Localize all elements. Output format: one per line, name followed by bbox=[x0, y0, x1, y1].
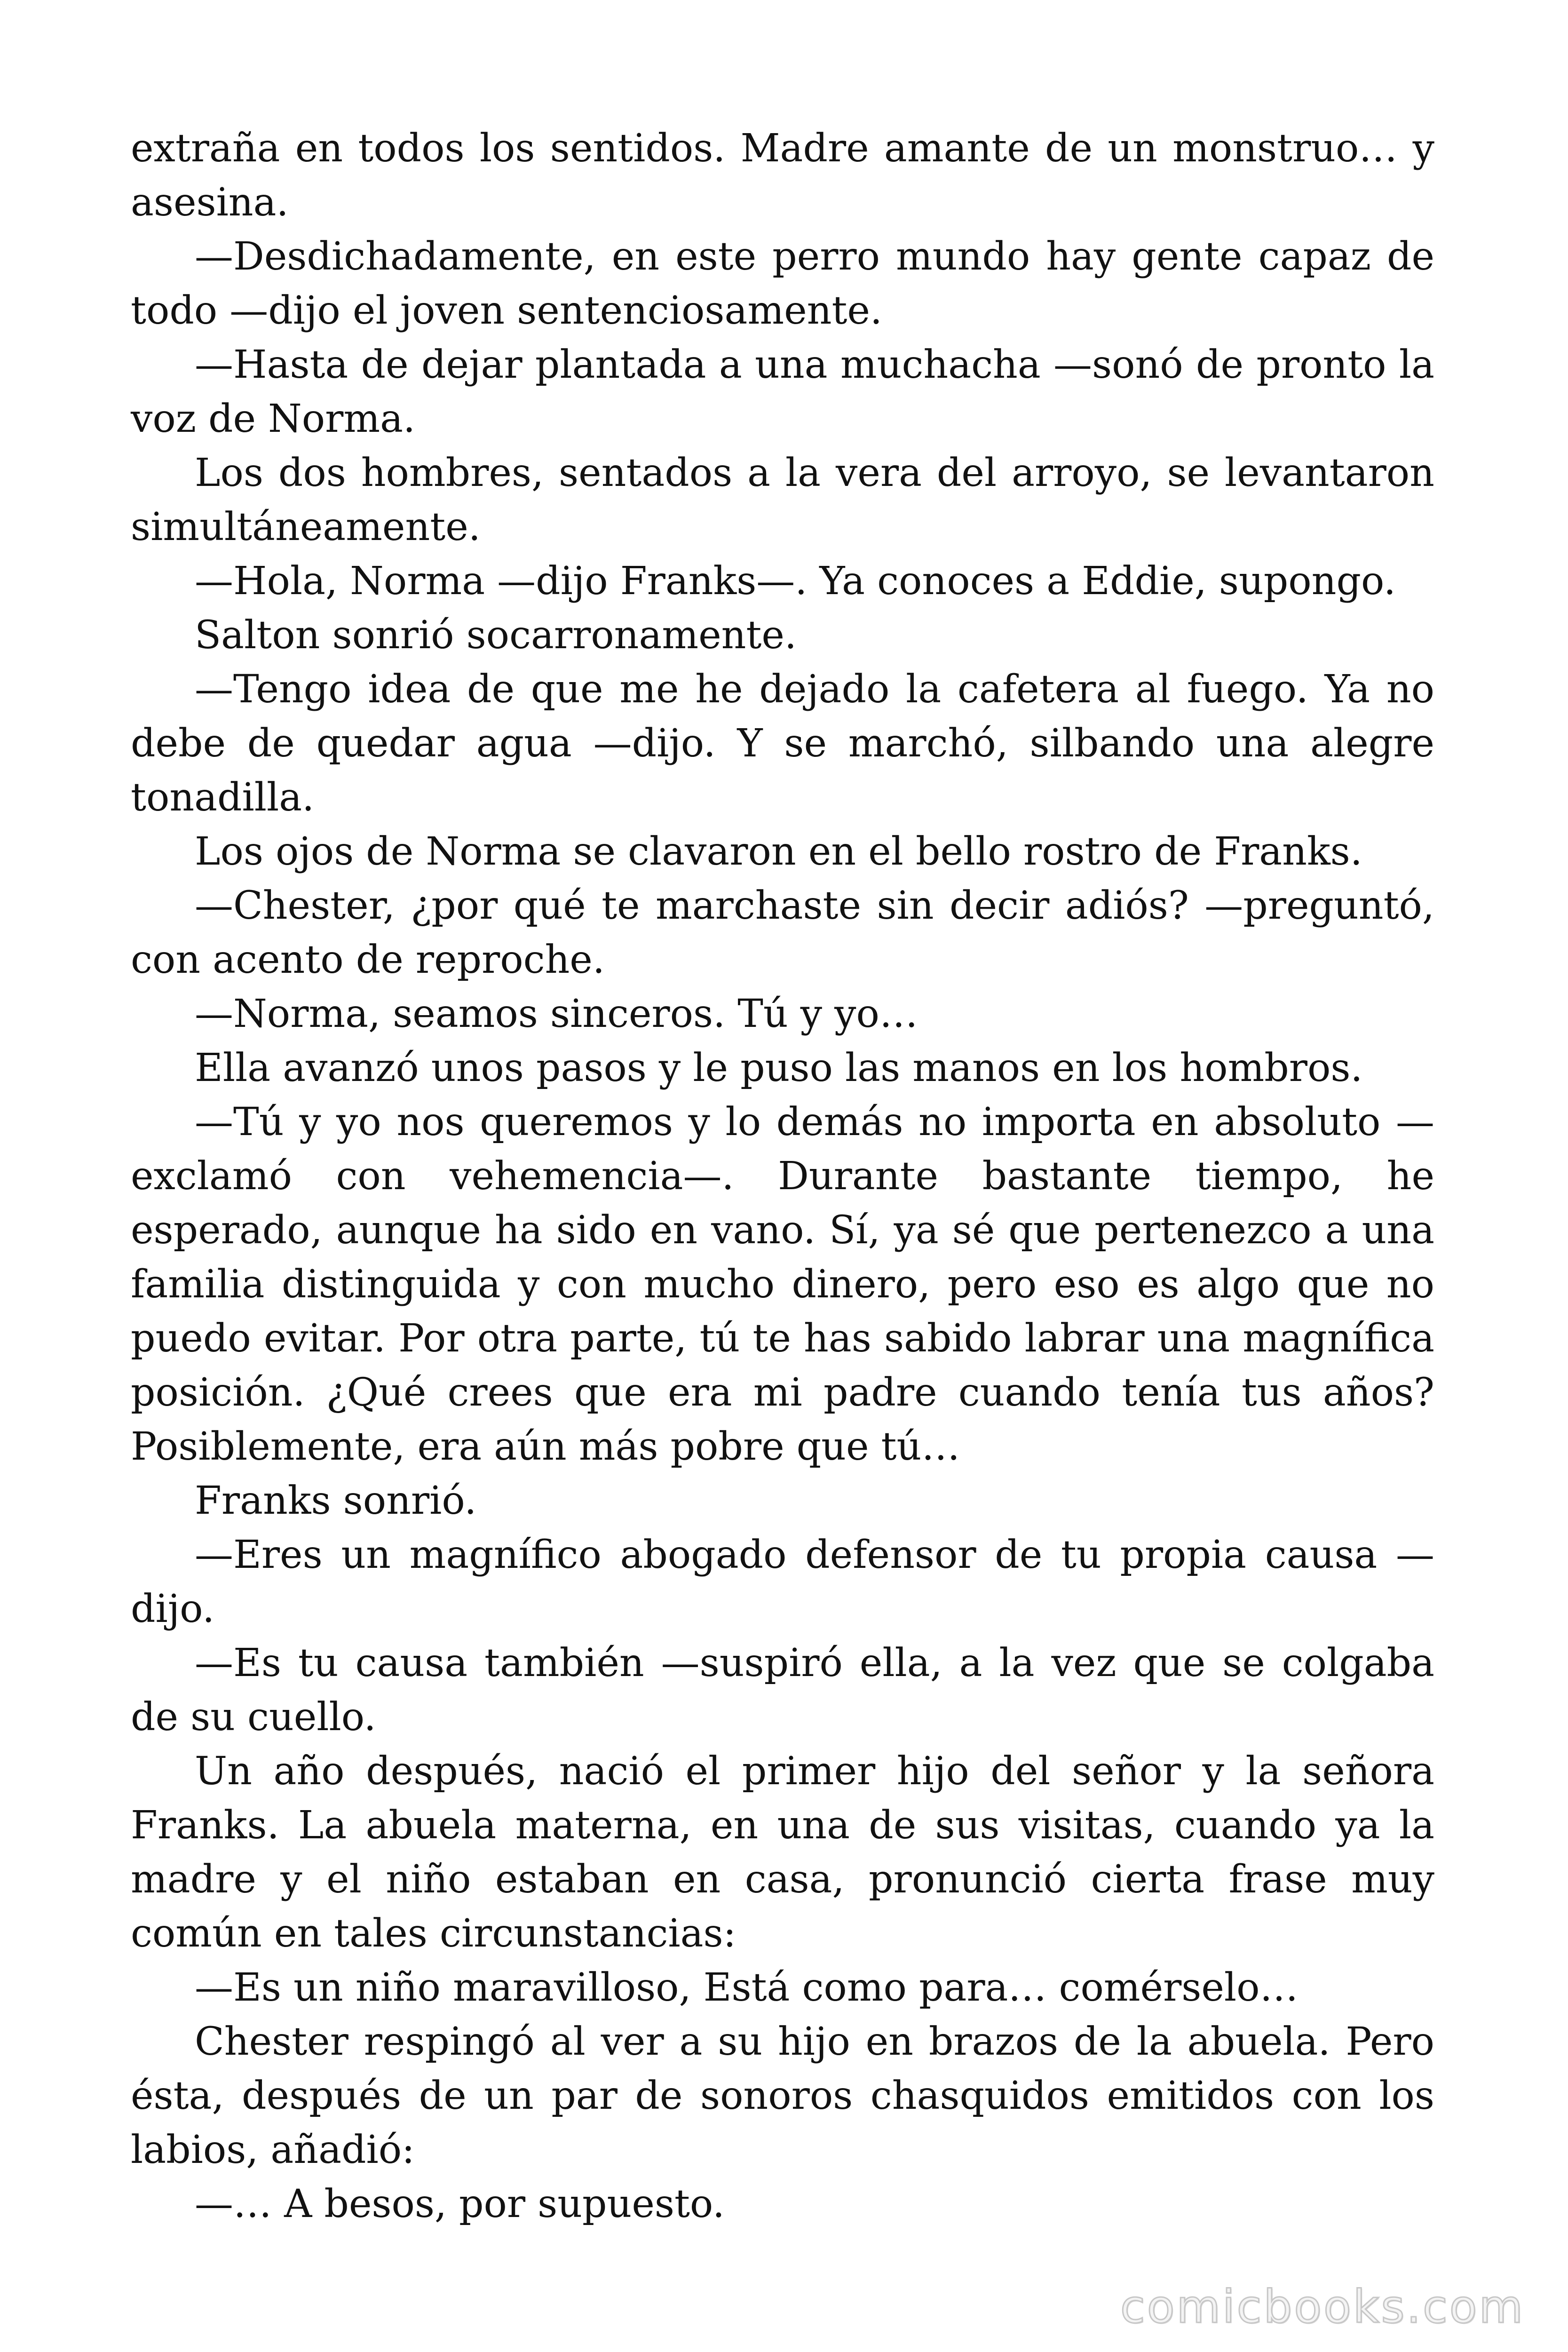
paragraph: —Hola, Norma —dijo Franks—. Ya conoces a Eddie, supongo. bbox=[195, 559, 1396, 604]
paragraph: —Es tu causa también —suspiró ella, a la vez que se colgaba de su cuello. bbox=[131, 1641, 1434, 1740]
paragraph: —Tú y yo nos queremos y lo demás no importa en absoluto —exclamó con vehemencia—. Durante bastante tiempo, he esperado, aunque ha sido en vano. Sí, ya sé que pertenezco a una familia distinguida y con mucho dinero, pero eso es algo que no puedo evitar. Por otra parte, tú te has sabido labrar una magnífica posición. ¿Qué crees que era mi padre cuando tenía tus años? Posiblemente, era aún más pobre que tú… bbox=[131, 1100, 1434, 1469]
paragraph: Los ojos de Norma se clavaron en el bello rostro de Franks. bbox=[195, 829, 1362, 874]
paragraph: —Desdichadamente, en este perro mundo hay gente capaz de todo —dijo el joven sentenciosamente. bbox=[131, 234, 1434, 333]
paragraph: —Eres un magnífico abogado defensor de tu propia causa —dijo. bbox=[131, 1533, 1434, 1631]
paragraph: —Es un niño maravilloso, Está como para… comérselo… bbox=[195, 1965, 1299, 2010]
watermark: comicbooks.com bbox=[1120, 2280, 1525, 2333]
paragraph: Franks sonrió. bbox=[195, 1478, 477, 1523]
paragraph: —Hasta de dejar plantada a una muchacha —sonó de pronto la voz de Norma. bbox=[131, 342, 1434, 441]
paragraph: Los dos hombres, sentados a la vera del arroyo, se levantaron simultáneamente. bbox=[131, 451, 1434, 549]
paragraph: Salton sonrió socarronamente. bbox=[195, 613, 797, 658]
paragraph: —… A besos, por supuesto. bbox=[195, 2182, 725, 2226]
paragraph: Ella avanzó unos pasos y le puso las manos en los hombros. bbox=[195, 1046, 1363, 1090]
paragraph: —Norma, seamos sinceros. Tú y yo… bbox=[195, 992, 918, 1036]
paragraph: —Tengo idea de que me he dejado la cafetera al fuego. Ya no debe de quedar agua —dijo. Y se marchó, silbando una alegre tonadilla. bbox=[131, 667, 1434, 820]
paragraph: Un año después, nació el primer hijo del señor y la señora Franks. La abuela materna, en una de sus visitas, cuando ya la madre y el niño estaban en casa, pronunció cierta frase muy común en tales circunstancias: bbox=[131, 1749, 1434, 1956]
paragraph: —Chester, ¿por qué te marchaste sin decir adiós? —preguntó, con acento de reproche. bbox=[131, 883, 1434, 982]
paragraph: extraña en todos los sentidos. Madre amante de un monstruo… y asesina. bbox=[131, 126, 1434, 225]
paragraph: Chester respingó al ver a su hijo en brazos de la abuela. Pero ésta, después de un par de sonoros chasquidos emitidos con los labios, añadió: bbox=[131, 2019, 1434, 2172]
body-text bbox=[131, 121, 1434, 2231]
